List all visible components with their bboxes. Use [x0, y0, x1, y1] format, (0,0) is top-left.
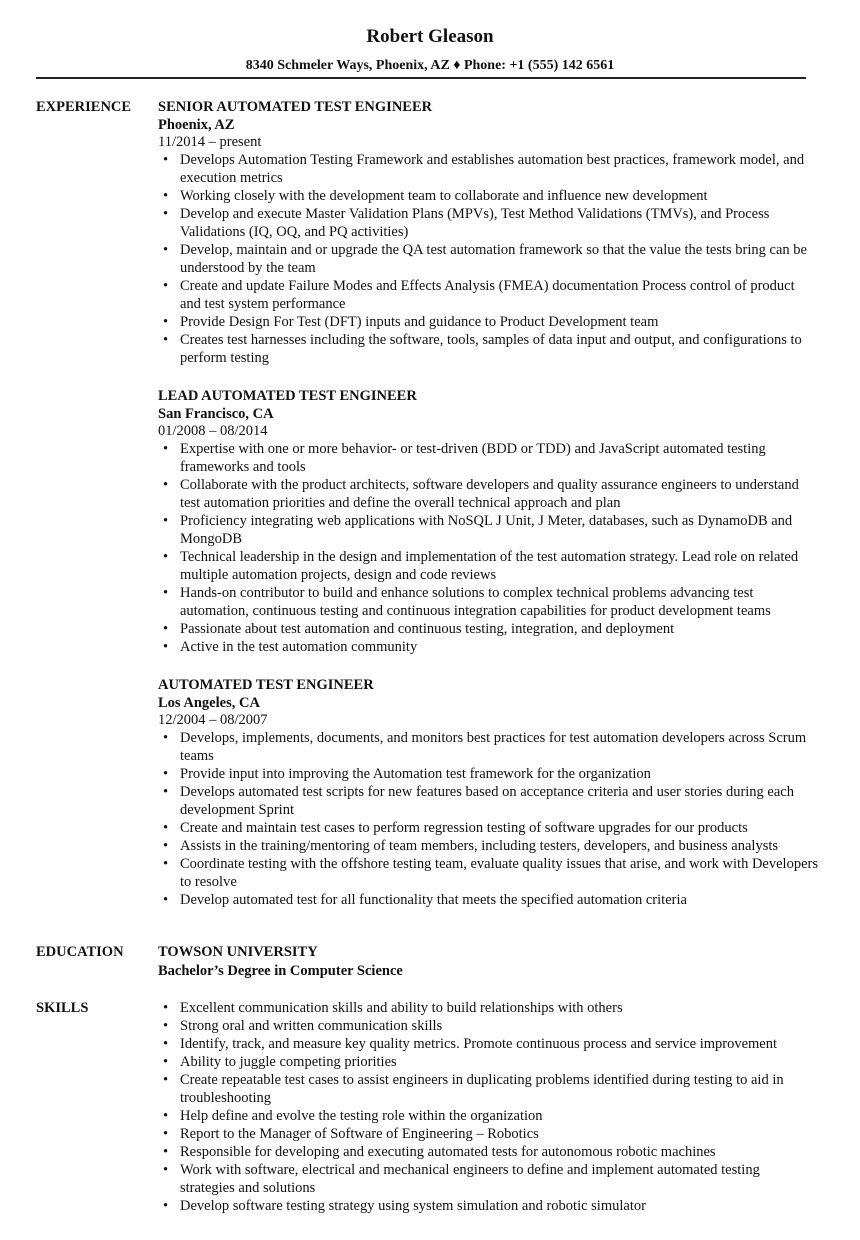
skills-list: [158, 999, 818, 1215]
responsibility-item: • Working closely with the development team to collaborate and influence new development: [158, 187, 818, 205]
responsibility-item: • Hands-on contributor to build and enhance solutions to complex technical problems advancing test automation, continuous testing and continuous integration capabilities for product development teams: [158, 584, 818, 620]
education-body: [158, 943, 818, 981]
skill-item: • Develop software testing strategy using system simulation and robotic simulator: [158, 1197, 818, 1215]
job-dates: 11/2014 – present: [158, 134, 262, 150]
job-responsibilities: [158, 729, 818, 909]
responsibility-item: • Active in the test automation community: [158, 638, 818, 656]
responsibility-item: • Develop automated test for all functionality that meets the specified automation criteria: [158, 891, 818, 909]
job-responsibilities: [158, 151, 818, 367]
skill-item: • Ability to juggle competing priorities: [158, 1053, 818, 1071]
job-dates: 12/2004 – 08/2007: [158, 712, 268, 728]
skills-body: [158, 999, 818, 1215]
skill-item: • Responsible for developing and executing automated tests for autonomous robotic machines: [158, 1143, 818, 1161]
job-title: LEAD AUTOMATED TEST ENGINEER: [158, 388, 417, 404]
job-responsibilities: [158, 440, 818, 656]
responsibility-item: • Expertise with one or more behavior- or test-driven (BDD or TDD) and JavaScript automated testing frameworks and tools: [158, 440, 818, 476]
responsibility-item: • Creates test harnesses including the software, tools, samples of data input and output, and configurations to perform testing: [158, 331, 818, 367]
skill-item: • Excellent communication skills and ability to build relationships with others: [158, 999, 818, 1017]
responsibility-item: • Assists in the training/mentoring of team members, including testers, developers, and business analysts: [158, 837, 818, 855]
job-location: San Francisco, CA: [158, 406, 274, 422]
degree: Bachelor’s Degree in Computer Science: [158, 963, 403, 979]
skill-item: • Strong oral and written communication skills: [158, 1017, 818, 1035]
responsibility-item: • Create and update Failure Modes and Effects Analysis (FMEA) documentation Process control of product and test system performance: [158, 277, 818, 313]
skill-item: • Help define and evolve the testing role within the organization: [158, 1107, 818, 1125]
job-title: SENIOR AUTOMATED TEST ENGINEER: [158, 99, 433, 115]
job-entry: [158, 387, 818, 656]
responsibility-item: • Provide Design For Test (DFT) inputs and guidance to Product Development team: [158, 313, 818, 331]
responsibility-item: • Collaborate with the product architects, software developers and quality assurance engineers to understand test automation priorities and define the overall technical approach and plan: [158, 476, 818, 512]
responsibility-item: • Develops automated test scripts for new features based on acceptance criteria and user stories during each development Sprint: [158, 783, 818, 819]
job-dates: 01/2008 – 08/2014: [158, 423, 268, 439]
responsibility-item: • Develop, maintain and or upgrade the QA test automation framework so that the value the tests bring can be understood by the team: [158, 241, 818, 277]
experience-list: [158, 98, 818, 929]
resume-header: [0, 24, 860, 76]
contact-line: 8340 Schmeler Ways, Phoenix, AZ ♦ Phone: +1 (555) 142 6561: [245, 58, 615, 73]
responsibility-item: • Proficiency integrating web applications with NoSQL J Unit, J Meter, databases, such as DynamoDB and MongoDB: [158, 512, 818, 548]
education-heading: EDUCATION: [36, 944, 124, 960]
skill-item: • Report to the Manager of Software of Engineering – Robotics: [158, 1125, 818, 1143]
job-entry: [158, 98, 818, 367]
skills-heading: SKILLS: [36, 1000, 89, 1016]
responsibility-item: • Create and maintain test cases to perform regression testing of software upgrades for our products: [158, 819, 818, 837]
school-name: TOWSON UNIVERSITY: [158, 944, 318, 960]
skill-item: • Identify, track, and measure key quality metrics. Promote continuous process and service improvement: [158, 1035, 818, 1053]
responsibility-item: • Develops Automation Testing Framework and establishes automation best practices, framework model, and execution metrics: [158, 151, 818, 187]
responsibility-item: • Passionate about test automation and continuous testing, integration, and deployment: [158, 620, 818, 638]
responsibility-item: • Provide input into improving the Automation test framework for the organization: [158, 765, 818, 783]
job-title: AUTOMATED TEST ENGINEER: [158, 677, 374, 693]
candidate-name: Robert Gleason: [366, 26, 494, 47]
job-location: Phoenix, AZ: [158, 117, 235, 133]
skill-item: • Create repeatable test cases to assist engineers in duplicating problems identified during testing to aid in troubleshooting: [158, 1071, 818, 1107]
job-entry: [158, 676, 818, 909]
responsibility-item: • Technical leadership in the design and implementation of the test automation strategy. Lead role on related multiple automation projects, design and code reviews: [158, 548, 818, 584]
responsibility-item: • Develop and execute Master Validation Plans (MPVs), Test Method Validations (TMVs), and Process Validations (IQ, OQ, and PQ activities): [158, 205, 818, 241]
job-location: Los Angeles, CA: [158, 695, 260, 711]
skill-item: • Work with software, electrical and mechanical engineers to define and implement automated testing strategies and solutions: [158, 1161, 818, 1197]
responsibility-item: • Develops, implements, documents, and monitors best practices for test automation developers across Scrum teams: [158, 729, 818, 765]
experience-heading: EXPERIENCE: [36, 99, 132, 115]
responsibility-item: • Coordinate testing with the offshore testing team, evaluate quality issues that arise, and work with Developers to resolve: [158, 855, 818, 891]
header-divider: [36, 77, 806, 79]
